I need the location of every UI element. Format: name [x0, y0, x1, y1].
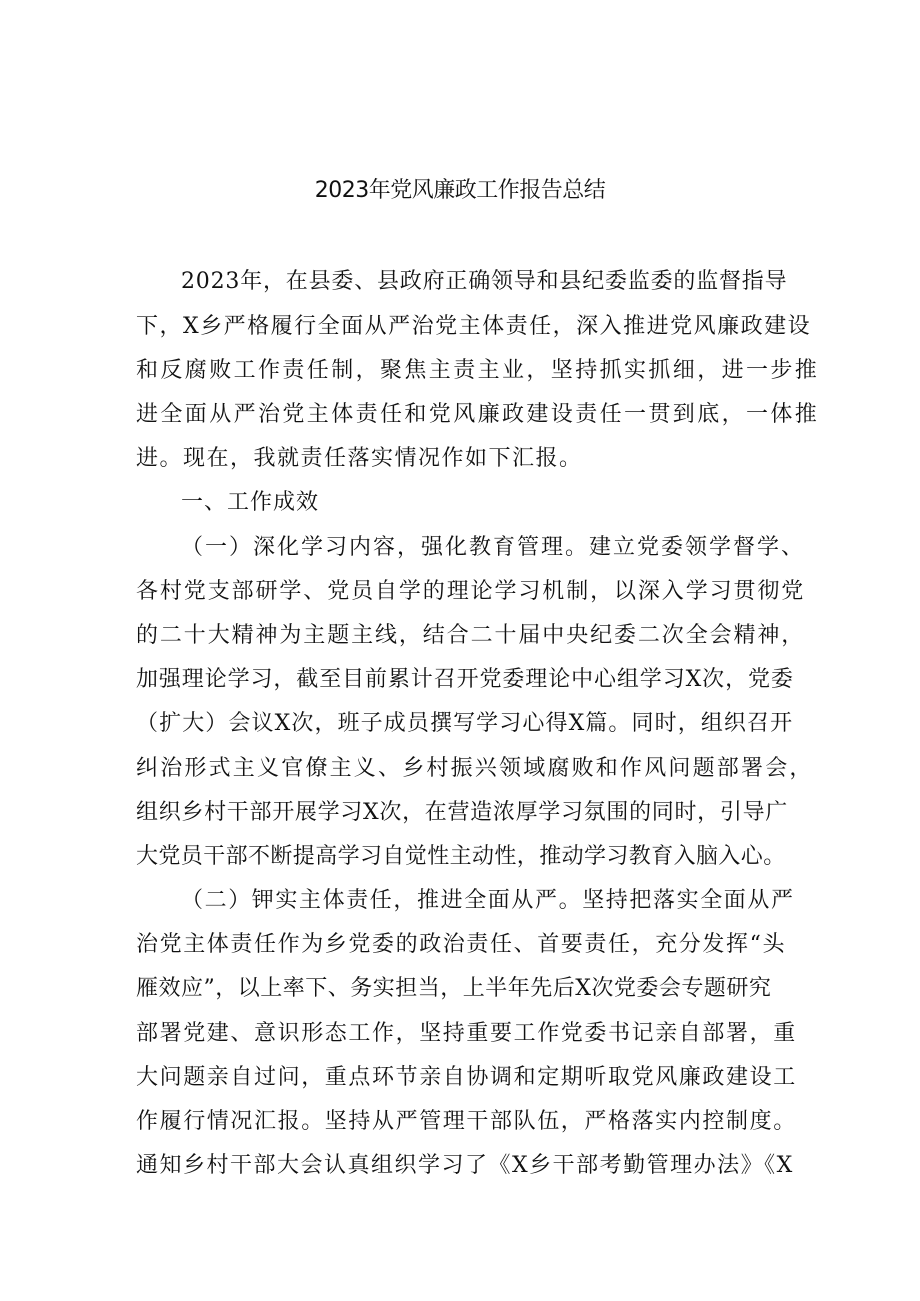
paragraph-line: 各村党支部研学、党员自学的理论学习机制，以深入学习贯彻党 [136, 579, 806, 604]
paragraph-line: （二）钾实主体责任，推进全面从严。坚持把落实全面从严 [181, 888, 795, 913]
paragraph-line: 加强理论学习，截至目前累计召开党委理论中心组学习X次，党委 [136, 667, 794, 692]
paragraph-line: 雁效应”，以上率下、务实担当，上半年先后X次党委会专题研究 [136, 976, 772, 1001]
paragraph-line: 进。现在，我就责任落实情况作如下汇报。 [136, 446, 583, 471]
paragraph-line: 2023年，在县委、县政府正确领导和县纪委监委的监督指导 [181, 269, 788, 294]
paragraph-line: 组织乡村干部开展学习X次，在营造浓厚学习氛围的同时，引导广 [136, 800, 788, 825]
paragraph-line: 下，X乡严格履行全面从严治党主体责任，深入推进党风廉政建设 [136, 314, 812, 339]
paragraph-line: （一）深化学习内容，强化教育管理。建立党委领学督学、 [181, 535, 806, 560]
document-title: 2023年党风廉政工作报告总结 [314, 178, 606, 203]
paragraph-line: 部署党建、意识形态工作，坚持重要工作党委书记亲自部署，重 [136, 1021, 797, 1046]
paragraph-line: 通知乡村干部大会认真组织学习了《X乡干部考勤管理办法》《X [136, 1153, 794, 1178]
paragraph-line: 的二十大精神为主题主线，结合二十届中央纪委二次全会精神， [136, 623, 806, 648]
paragraph-line: 大党员干部不断提高学习自觉性主动性，推动学习教育入脑入心。 [136, 844, 786, 869]
section-heading: 一、工作成效 [181, 490, 320, 515]
paragraph-line: 作履行情况汇报。坚持从严管理干部队伍，严格落实内控制度。 [136, 1109, 797, 1134]
paragraph-line: 大问题亲自过问，重点环节亲自协调和定期听取党风廉政建设工 [136, 1065, 797, 1090]
paragraph-line: 和反腐败工作责任制，聚焦主责主业，坚持抓实抓细，进一步推 [136, 358, 820, 383]
paragraph-line: 进全面从严治党主体责任和党风廉政建设责任一贯到底，一体推 [136, 402, 820, 427]
paragraph-line: （扩大）会议X次，班子成员撰写学习心得X篇。同时，组织召开 [136, 711, 794, 736]
paragraph-line: 纠治形式主义官僚主义、乡村振兴领域腐败和作风问题部署会， [136, 756, 814, 781]
paragraph-line: 治党主体责任作为乡党委的政治责任、首要责任，充分发挥“头 [136, 932, 787, 957]
